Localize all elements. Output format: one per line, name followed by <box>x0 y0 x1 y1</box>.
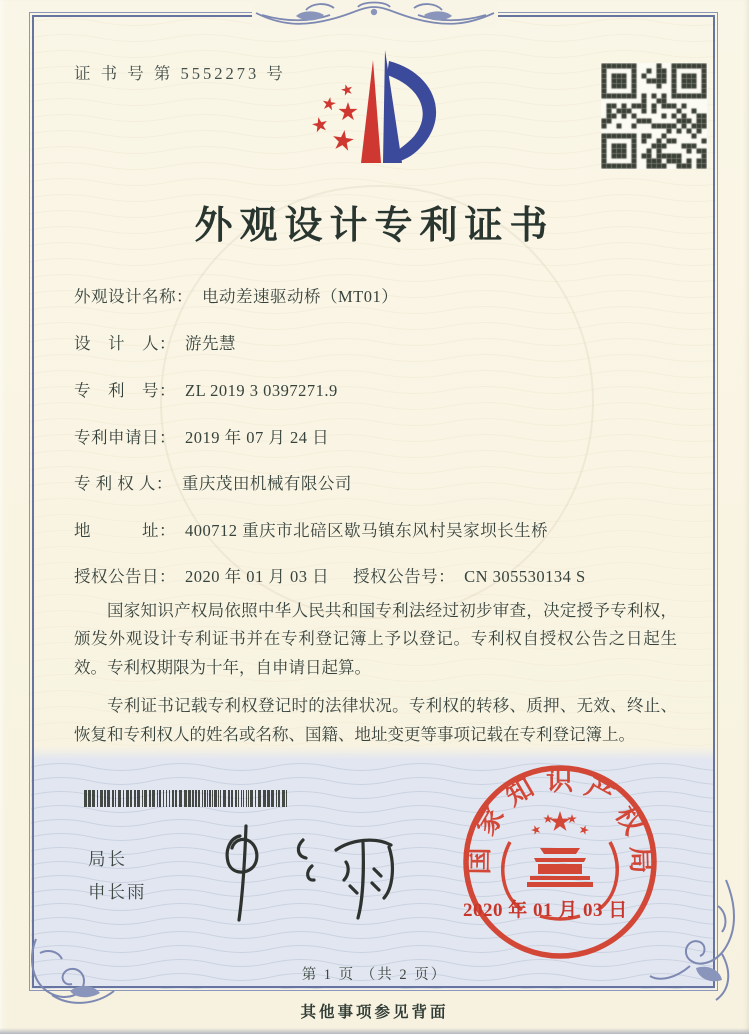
field-value: 游先慧 <box>185 334 236 353</box>
certificate-title: 外观设计专利证书 <box>194 205 555 247</box>
legal-text-block <box>74 597 677 759</box>
field-value: 2020 年 01 月 03 日 <box>185 567 330 586</box>
body-paragraph: 国家知识产权局依照中华人民共和国专利法经过初步审查，决定授予专利权，颁发外观设计专利证书并在专利登记簿上予以登记。专利权自授权公告之日起生效。专利权期限为十年，自申请日起算。 <box>74 601 677 677</box>
field-label: 专 利 权 人： <box>74 474 173 493</box>
field-row <box>74 283 684 307</box>
grant-number-pair <box>353 567 586 586</box>
field-value: 重庆茂田机械有限公司 <box>181 474 352 493</box>
official-seal <box>455 762 667 974</box>
field-label: 设 计 人： <box>74 334 176 353</box>
field-label: 地 址： <box>74 521 176 540</box>
field-row <box>74 517 684 541</box>
certificate-number: 证 书 号 第 5552273 号 <box>74 64 286 83</box>
back-note: 其他事项参见背面 <box>300 1004 449 1021</box>
field-row <box>74 563 684 587</box>
field-value: ZL 2019 3 0397271.9 <box>185 381 338 400</box>
field-value: 400712 重庆市北碚区歇马镇东风村吴家坝长生桥 <box>185 521 549 540</box>
field-label: 授权公告日： <box>74 567 176 586</box>
field-value: 2019 年 07 月 24 日 <box>185 428 330 447</box>
paper-bottom-edge <box>0 1028 749 1034</box>
seal-text: 国家知识产权局 <box>463 765 657 875</box>
signer-name: 申长雨 <box>88 882 147 902</box>
field-label: 外观设计名称： <box>74 287 193 306</box>
field-value: CN 305530134 S <box>464 567 586 586</box>
field-row <box>74 424 684 448</box>
qr-code <box>601 63 707 169</box>
field-label: 专 利 号： <box>74 381 176 400</box>
cnipa-logo-icon <box>283 42 468 180</box>
page-indicator: 第 1 页 （共 2 页） <box>301 967 448 983</box>
top-border-ornament-icon <box>0 0 749 30</box>
field-row <box>74 330 684 354</box>
field-row <box>74 470 684 494</box>
barcode <box>84 790 292 807</box>
field-value: 电动差速驱动桥（MT01） <box>202 287 399 306</box>
body-paragraph: 专利证书记载专利权登记时的法律状况。专利权的转移、质押、无效、终止、恢复和专利权人的姓名或名称、国籍、地址变更等事项记载在专利登记簿上。 <box>74 696 677 744</box>
signer-title: 局长 <box>88 849 127 869</box>
seal-date: 2020 年 01 月 03 日 <box>463 900 628 921</box>
handwritten-signature <box>200 820 405 935</box>
field-label: 授权公告号： <box>353 567 456 586</box>
field-row <box>74 377 684 401</box>
field-label: 专利申请日： <box>74 428 176 447</box>
